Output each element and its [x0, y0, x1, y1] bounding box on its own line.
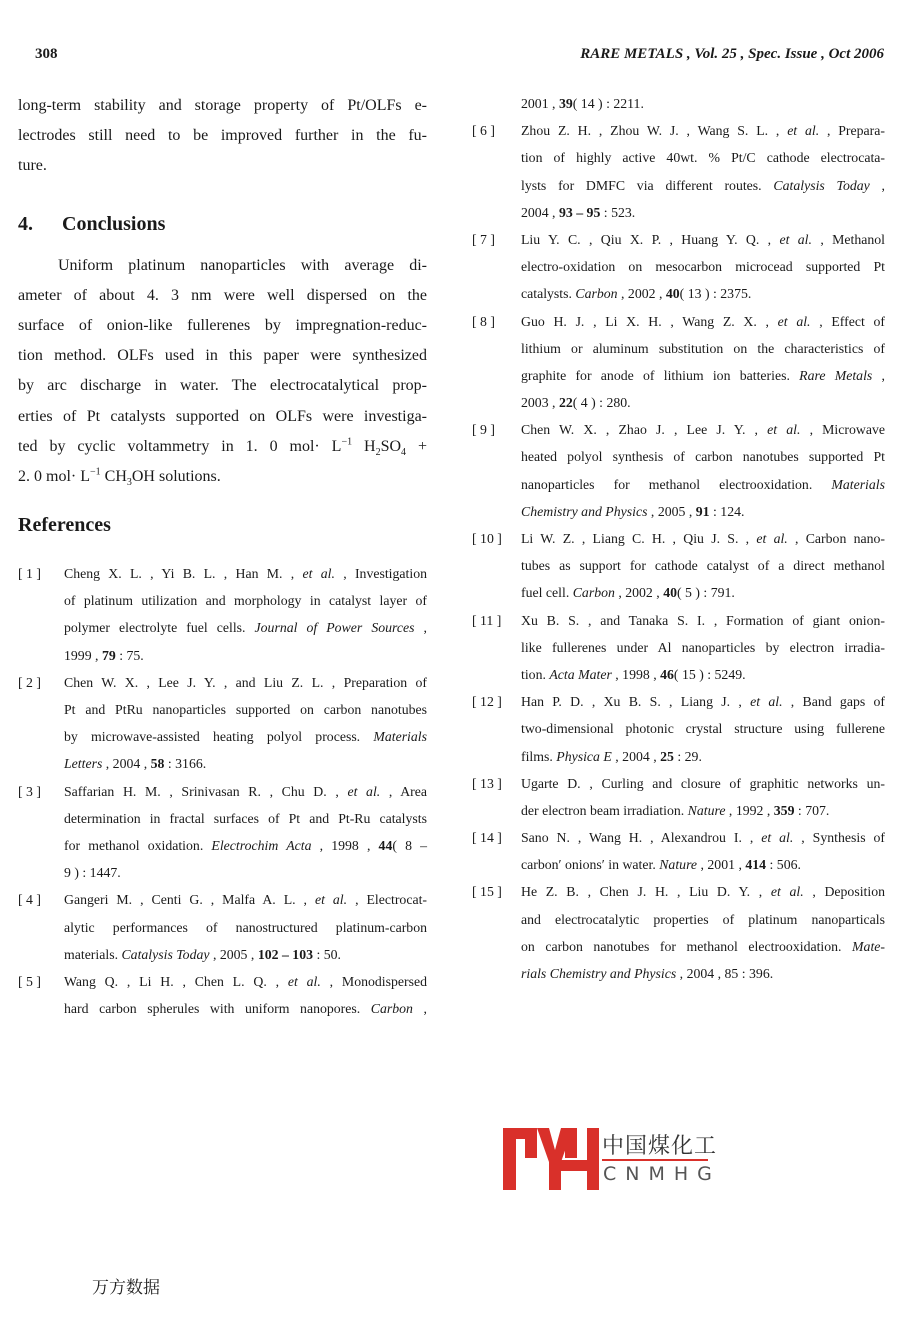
reference-text: Liu Y. C. , Qiu X. P. , Huang Y. Q. , — [521, 231, 780, 247]
reference-line — [521, 960, 885, 987]
reference-line — [521, 933, 885, 960]
reference-item — [472, 688, 885, 770]
reference-item — [18, 778, 427, 887]
journal-name: rials Chemistry and Physics — [521, 966, 677, 981]
reference-text: nanoparticles for methanol electrooxidation. — [521, 476, 832, 492]
reference-number: [ 2 ] — [18, 674, 41, 690]
cnmhg-logo — [503, 1128, 721, 1192]
reference-text-block — [521, 525, 885, 607]
volume-number: 46 — [660, 666, 674, 682]
reference-line — [64, 805, 427, 832]
reference-list-right — [472, 90, 885, 987]
journal-name: Mate- — [852, 938, 885, 954]
reference-item — [472, 525, 885, 607]
reference-text-block — [64, 778, 427, 887]
reference-item — [472, 117, 885, 226]
reference-text: ( 14 ) : 2211. — [572, 96, 644, 111]
reference-line — [521, 471, 885, 498]
reference-text: on carbon nanotubes for methanol electrooxidation. — [521, 938, 853, 954]
reference-line — [521, 851, 885, 878]
journal-name: et al. — [314, 892, 348, 908]
reference-text: , — [869, 177, 885, 193]
journal-name: et al. — [756, 531, 788, 546]
reference-text: , 1998 , — [611, 666, 661, 682]
reference-text: materials. — [64, 946, 122, 962]
journal-name: et al. — [777, 313, 811, 329]
reference-text-block — [64, 560, 427, 669]
formula-text: ted by cyclic voltammetry in 1. 0 mol· L — [18, 437, 342, 455]
reference-text: , Carbon nano- — [787, 531, 886, 546]
reference-text-block — [521, 824, 885, 878]
reference-text: , Band gaps of — [782, 694, 885, 710]
reference-text: 2004 , — [521, 204, 559, 220]
reference-line — [521, 688, 885, 715]
reference-number: [ 6 ] — [472, 123, 495, 139]
reference-text: Gangeri M. , Centi G. , Malfa A. L. , — [64, 892, 315, 908]
reference-number: [ 5 ] — [18, 973, 41, 989]
logo-chinese-text: 中国煤化工 — [602, 1134, 718, 1159]
reference-number: [ 4 ] — [18, 892, 41, 908]
reference-text: , 2005 , — [209, 946, 258, 962]
reference-text: two-dimensional photonic crystal structure using fullerene — [521, 721, 885, 737]
journal-name: et al. — [767, 422, 801, 438]
volume-number: 22 — [558, 395, 573, 411]
volume-number: 93 – 95 — [558, 204, 601, 220]
text-line: erties of Pt catalysts supported on OLFs were investiga- — [18, 407, 427, 425]
reference-text: Ugarte D. , Curling and closure of graphitic networks un- — [521, 775, 885, 791]
section-heading-references: References — [18, 514, 111, 537]
reference-text-block — [521, 607, 885, 689]
reference-text: : 29. — [673, 748, 702, 764]
text-line: by arc discharge in water. The electrocatalytical prop- — [18, 377, 427, 395]
reference-number: [ 11 ] — [472, 612, 502, 628]
reference-text-block — [521, 770, 885, 824]
reference-line — [521, 770, 885, 797]
reference-item — [18, 560, 427, 669]
reference-text: like fullerenes under Al nanoparticles by electron irradia- — [521, 639, 885, 655]
text-line: ameter of about 4. 3 nm were well dispersed on the — [18, 286, 427, 304]
volume-number: 40 — [665, 286, 680, 302]
formula-text: CH — [100, 467, 127, 485]
reference-line — [64, 886, 427, 913]
reference-text: : 124. — [709, 503, 745, 519]
reference-text: : 3166. — [164, 756, 207, 772]
text-line: tion method. OLFs used in this paper were synthesized — [18, 347, 427, 365]
text-line: ture. — [18, 157, 47, 175]
reference-line — [521, 607, 885, 634]
reference-text-block — [64, 886, 427, 968]
journal-name: Acta Mater — [549, 666, 612, 682]
reference-line — [521, 117, 885, 144]
reference-line — [521, 308, 885, 335]
reference-text: Chen W. X. , Zhao J. , Lee J. Y. , — [521, 422, 768, 438]
subscript: 3 — [126, 477, 132, 489]
reference-text-block — [64, 968, 427, 1022]
journal-name: Catalysis Today — [773, 177, 870, 193]
journal-name: Nature — [659, 857, 698, 873]
reference-item — [18, 886, 427, 968]
journal-name: et al. — [347, 783, 381, 799]
running-header: RARE METALS , Vol. 25 , Spec. Issue , Oct 2006 — [580, 46, 884, 62]
reference-text: lithium or aluminum substitution on the characteristics of — [521, 340, 885, 356]
reference-text: , Prepara- — [819, 123, 885, 139]
journal-name: Rare Metals — [799, 367, 873, 383]
reference-text: He Z. B. , Chen J. H. , Liu D. Y. , — [521, 884, 771, 900]
reference-text-block — [521, 117, 885, 226]
reference-text: carbon′ onions′ in water. — [521, 857, 660, 873]
reference-text: Sano N. , Wang H. , Alexandrou I. , — [521, 830, 762, 846]
reference-text: Li W. Z. , Liang C. H. , Qiu J. S. , — [521, 531, 757, 546]
journal-name: et al. — [302, 566, 335, 582]
reference-text: , Microwave — [800, 422, 885, 438]
reference-text: , Electrocat- — [347, 892, 427, 908]
reference-line — [521, 280, 885, 307]
reference-text: 1999 , — [64, 647, 102, 663]
formula-line — [18, 432, 427, 462]
journal-name: Carbon — [572, 585, 615, 601]
reference-list-left — [18, 560, 427, 1022]
reference-item — [472, 878, 885, 987]
subscript: 4 — [401, 446, 407, 458]
reference-text: tion of highly active 40wt. % Pt/C cathode electrocata- — [521, 150, 885, 166]
reference-text: Xu B. S. , and Tanaka S. I. , Formation of giant onion- — [521, 612, 885, 628]
reference-line — [521, 335, 885, 362]
journal-name: et al. — [770, 884, 804, 900]
reference-line — [521, 906, 885, 933]
text-line: Uniform platinum nanoparticles with average di- — [58, 256, 427, 274]
reference-line — [64, 995, 427, 1022]
reference-text: Pt and PtRu nanoparticles supported on carbon nanotubes — [64, 702, 427, 717]
text-line: surface of onion-like fullerenes by impregnation-reduc- — [18, 316, 427, 334]
logo-divider — [602, 1159, 708, 1161]
reference-text: ( 8 – — [392, 837, 428, 853]
reference-item — [472, 607, 885, 689]
reference-number: [ 14 ] — [472, 830, 502, 846]
reference-text: Han P. D. , Xu B. S. , Liang J. , — [521, 694, 751, 710]
reference-number: [ 3 ] — [18, 783, 41, 799]
reference-text-block — [521, 90, 885, 117]
reference-text: lysts for DMFC via different routes. — [521, 177, 774, 193]
reference-text: : 523. — [600, 204, 636, 220]
reference-text: , 1992 , — [725, 802, 774, 818]
formula-text: 2. 0 mol· L — [18, 467, 90, 485]
reference-text: , 1998 , — [311, 837, 379, 853]
reference-line — [521, 199, 885, 226]
reference-line — [64, 696, 427, 723]
reference-text: : 75. — [115, 647, 144, 663]
journal-name: Carbon — [575, 286, 618, 302]
volume-number: 44 — [378, 837, 393, 853]
reference-line — [521, 661, 885, 688]
reference-text: tubes as support for cathode catalyst of a direct methanol — [521, 558, 885, 574]
reference-line — [521, 525, 885, 552]
right-column — [472, 90, 885, 987]
reference-line — [64, 642, 427, 669]
reference-number: [ 9 ] — [472, 422, 495, 438]
reference-line — [521, 579, 885, 606]
reference-text: , 2001 , — [697, 857, 746, 873]
reference-text: alytic performances of nanostructured platinum-carbon — [64, 919, 427, 935]
reference-item — [18, 968, 427, 1022]
formula-text: + — [406, 437, 427, 455]
reference-text: , Area — [380, 783, 427, 799]
journal-name: Carbon — [370, 1001, 413, 1017]
reference-text: 2003 , — [521, 395, 559, 411]
journal-name: et al. — [787, 123, 820, 139]
reference-text: catalysts. — [521, 286, 576, 302]
reference-line — [64, 832, 427, 859]
journal-name: Nature — [687, 802, 726, 818]
journal-name: et al. — [287, 973, 321, 989]
reference-line — [521, 416, 885, 443]
journal-name: Physica E — [556, 748, 612, 764]
formula-line — [18, 462, 427, 492]
reference-item — [472, 226, 885, 308]
volume-number: 414 — [745, 857, 767, 873]
reference-line — [64, 859, 427, 886]
section-number: 4. — [18, 212, 33, 235]
reference-number: [ 15 ] — [472, 884, 502, 900]
reference-item — [472, 90, 885, 117]
reference-text: , Investigation — [334, 566, 427, 582]
reference-line — [64, 723, 427, 750]
reference-text: hard carbon spherules with uniform nanopores. — [64, 1001, 371, 1017]
left-column — [18, 91, 427, 1022]
mh-logo-mark-icon — [503, 1128, 599, 1190]
intro-paragraph — [18, 91, 427, 182]
reference-text: Cheng X. L. , Yi B. L. , Han M. , — [64, 566, 303, 582]
reference-line — [521, 362, 885, 389]
reference-line — [521, 797, 885, 824]
reference-text: ( 15 ) : 5249. — [673, 666, 746, 682]
reference-text: Chen W. X. , Lee J. Y. , and Liu Z. L. , Preparation of — [64, 674, 427, 690]
reference-line — [521, 443, 885, 470]
journal-name: Journal of Power Sources — [254, 620, 415, 636]
formula-text: SO — [380, 437, 402, 455]
formula-text: OH solutions. — [131, 467, 221, 485]
reference-text: and electrocatalytic properties of platinum nanoparticals — [521, 911, 885, 927]
reference-number: [ 10 ] — [472, 531, 502, 546]
reference-text: films. — [521, 748, 557, 764]
volume-number: 359 — [773, 802, 795, 818]
reference-text: electro-oxidation on mesocarbon microcead supported Pt — [521, 259, 885, 275]
reference-text: graphite for anode of lithium ion batteries. — [521, 367, 800, 383]
text-line: lectrodes still need to be improved further in the fu- — [18, 127, 427, 145]
reference-text: , Synthesis of — [793, 830, 886, 846]
volume-number: 39 — [558, 96, 573, 111]
reference-text-block — [521, 878, 885, 987]
journal-name: Letters — [64, 756, 103, 772]
reference-text-block — [521, 416, 885, 525]
reference-text: Saffarian H. M. , Srinivasan R. , Chu D. , — [64, 783, 348, 799]
journal-name: Materials — [831, 476, 885, 492]
reference-line — [64, 941, 427, 968]
journal-name: Chemistry and Physics — [521, 503, 648, 519]
reference-text: der electron beam irradiation. — [521, 802, 688, 818]
volume-number: 102 – 103 — [257, 946, 313, 962]
volume-number: 40 — [663, 585, 677, 601]
reference-text: ( 5 ) : 791. — [676, 585, 735, 601]
reference-text: , 2002 , — [614, 585, 664, 601]
reference-line — [521, 498, 885, 525]
reference-line — [64, 778, 427, 805]
logo-english-text: CNMHG — [603, 1163, 721, 1185]
reference-text: fuel cell. — [521, 585, 573, 601]
volume-number: 91 — [695, 503, 710, 519]
reference-line — [64, 669, 427, 696]
reference-number: [ 13 ] — [472, 775, 502, 791]
journal-name: et al. — [750, 694, 783, 710]
reference-text: determination in fractal surfaces of Pt and Pt-Ru catalysts — [64, 810, 427, 826]
reference-text: ( 4 ) : 280. — [572, 395, 631, 411]
reference-line — [64, 968, 427, 995]
reference-line — [521, 226, 885, 253]
reference-text: 2001 , — [521, 96, 559, 111]
reference-text-block — [521, 688, 885, 770]
reference-line — [521, 824, 885, 851]
reference-line — [521, 172, 885, 199]
reference-text: , Methanol — [811, 231, 885, 247]
reference-text: , 2005 , — [647, 503, 696, 519]
reference-text: , 2004 , — [611, 748, 661, 764]
reference-number: [ 7 ] — [472, 231, 495, 247]
journal-name: Materials — [373, 729, 427, 745]
subscript: 2 — [375, 446, 381, 458]
reference-text: heated polyol synthesis of carbon nanotubes supported Pt — [521, 449, 885, 465]
journal-name: Electrochim Acta — [211, 837, 312, 853]
journal-name: et al. — [779, 231, 812, 247]
reference-text: by microwave-assisted heating polyol process. — [64, 729, 374, 745]
reference-line — [64, 560, 427, 587]
reference-line — [64, 750, 427, 777]
reference-number: [ 1 ] — [18, 566, 41, 582]
reference-text: , Monodispersed — [320, 973, 428, 989]
reference-text: : 50. — [313, 946, 341, 962]
reference-number: [ 8 ] — [472, 313, 495, 329]
reference-text: , — [414, 620, 427, 636]
section-title: Conclusions — [62, 212, 166, 235]
formula-text: H — [352, 437, 376, 455]
reference-line — [64, 587, 427, 614]
superscript: −1 — [341, 436, 353, 448]
reference-line — [521, 634, 885, 661]
reference-line — [521, 144, 885, 171]
reference-number: [ 12 ] — [472, 694, 502, 710]
reference-text: Zhou Z. H. , Zhou W. J. , Wang S. L. , — [521, 123, 788, 139]
reference-line — [521, 90, 885, 117]
reference-text-block — [521, 308, 885, 417]
reference-text: Guo H. J. , Li X. H. , Wang Z. X. , — [521, 313, 778, 329]
volume-number: 79 — [101, 647, 116, 663]
reference-line — [64, 614, 427, 641]
reference-item — [472, 824, 885, 878]
reference-text-block — [64, 669, 427, 778]
reference-text: ( 13 ) : 2375. — [679, 286, 752, 302]
reference-text: , 2002 , — [617, 286, 666, 302]
journal-name: Catalysis Today — [121, 946, 210, 962]
reference-text: of platinum utilization and morphology in catalyst layer of — [64, 593, 427, 609]
reference-text: : 707. — [794, 802, 830, 818]
reference-text: : 506. — [766, 857, 801, 873]
reference-line — [64, 914, 427, 941]
reference-text: , Effect of — [810, 313, 885, 329]
reference-text: , — [412, 1001, 427, 1017]
reference-text: , 2004 , 85 : 396. — [676, 966, 774, 981]
reference-text: Wang Q. , Li H. , Chen L. Q. , — [64, 973, 288, 989]
page-number: 308 — [35, 46, 58, 62]
reference-line — [521, 743, 885, 770]
reference-text: polymer electrolyte fuel cells. — [64, 620, 255, 636]
reference-line — [521, 253, 885, 280]
reference-text-block — [521, 226, 885, 308]
reference-text: for methanol oxidation. — [64, 837, 212, 853]
conclusions-paragraph — [18, 251, 427, 493]
volume-number: 25 — [660, 748, 674, 764]
reference-item — [472, 308, 885, 417]
reference-text: , 2004 , — [102, 756, 151, 772]
superscript: −1 — [90, 466, 101, 478]
journal-name: et al. — [761, 830, 794, 846]
reference-text: , — [872, 367, 885, 383]
reference-text: , Deposition — [803, 884, 885, 900]
reference-line — [521, 878, 885, 905]
reference-item — [472, 770, 885, 824]
reference-line — [521, 552, 885, 579]
reference-text: tion. — [521, 666, 550, 682]
reference-item — [472, 416, 885, 525]
reference-text: 9 ) : 1447. — [64, 865, 121, 881]
text-line: long-term stability and storage property of Pt/OLFs e- — [18, 97, 427, 114]
volume-number: 58 — [150, 756, 165, 772]
reference-line — [521, 715, 885, 742]
section-heading-conclusions — [18, 213, 427, 243]
reference-line — [521, 389, 885, 416]
reference-item — [18, 669, 427, 778]
footer-watermark: 万方数据 — [92, 1278, 160, 1298]
